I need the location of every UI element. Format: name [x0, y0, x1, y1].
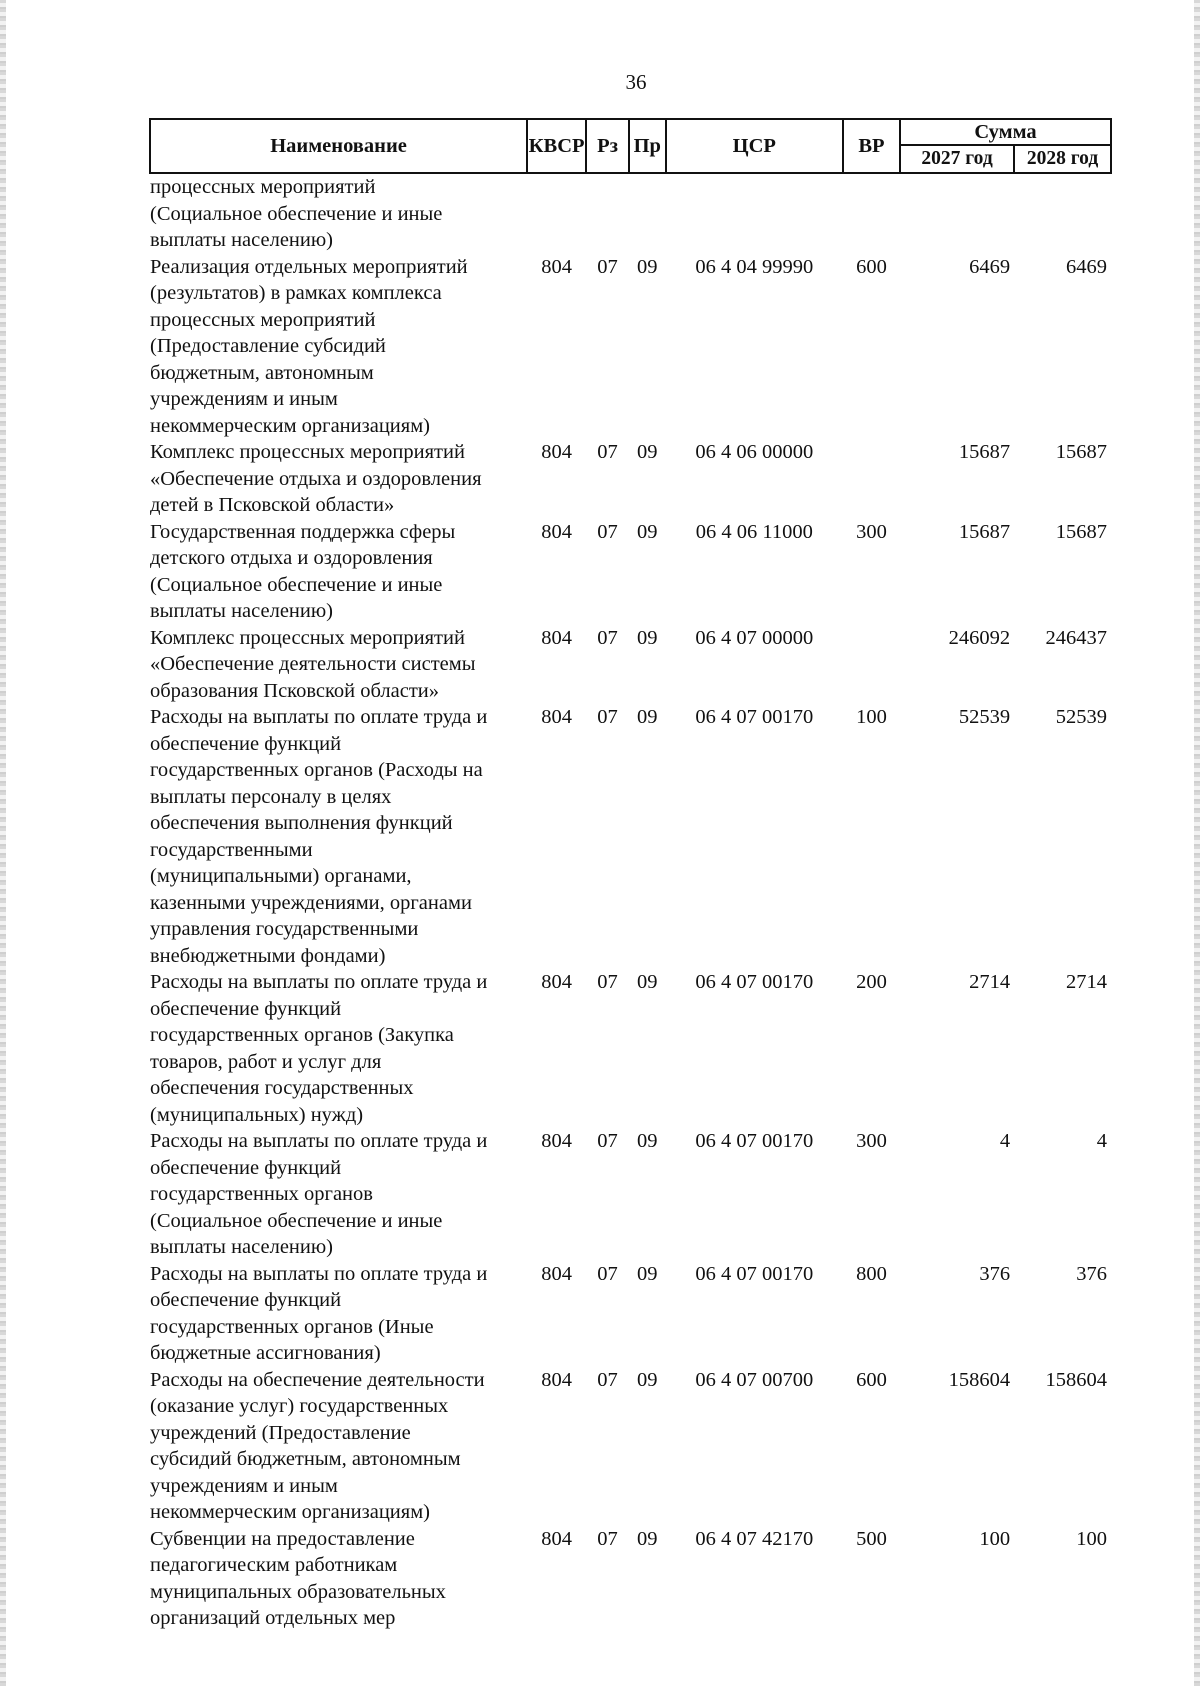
cell-rz: 07 [597, 626, 618, 649]
table-row [150, 173, 1111, 254]
cell-pr: 09 [637, 441, 658, 463]
cell-pr: 09 [637, 1368, 658, 1391]
cell-sum-2028: 376 [1076, 1262, 1107, 1285]
cell-pr: 09 [637, 520, 658, 543]
cell-rz: 07 [597, 1527, 618, 1550]
cell-csr: 06 4 07 00170 [695, 1262, 814, 1285]
cell-vr [843, 625, 900, 705]
cell-kvsr: 804 [541, 441, 572, 463]
cell-sum-2027: 100 [979, 1527, 1011, 1550]
cell-sum-2027: 15687 [958, 441, 1011, 463]
cell-name: Субвенции на предоставление педагогическим работникам муниципальных образовательных организаций отдельных мер [150, 1527, 446, 1629]
scan-edge-left [0, 0, 6, 1686]
cell-kvsr [527, 173, 586, 254]
table-header [150, 119, 1111, 173]
cell-pr: 09 [637, 1262, 658, 1285]
cell-sum-2027: 376 [979, 1262, 1011, 1285]
cell-rz: 07 [597, 520, 618, 543]
cell-sum-2027: 158604 [948, 1368, 1011, 1391]
cell-name: Комплекс процессных мероприятий «Обеспечение деятельности системы образования Псковской области» [150, 626, 476, 702]
cell-name: Расходы на выплаты по оплате труда и обеспечение функций государственных органов (Социальное обеспечение и иные выплаты населению) [150, 1130, 488, 1258]
table-body [150, 173, 1111, 1632]
table-row [150, 1526, 1111, 1632]
cell-csr: 06 4 06 00000 [695, 441, 814, 463]
header-kvsr: КВСР [527, 119, 586, 173]
cell-name: Реализация отдельных мероприятий (результатов) в рамках комплекса процессных мероприятий (Предоставление субсидий бюджетным, автономным учреждениям и иным некоммерческим организациям) [150, 255, 468, 437]
cell-rz: 07 [597, 1130, 618, 1152]
header-name: Наименование [150, 119, 527, 173]
cell-sum-2028: 15687 [1055, 520, 1107, 543]
cell-vr: 300 [856, 520, 887, 543]
cell-name: процессных мероприятий (Социальное обеспечение и иные выплаты населению) [150, 176, 443, 251]
header-csr: ЦСР [666, 119, 843, 173]
header-year-2028: 2028 год [1014, 145, 1111, 173]
cell-vr: 300 [856, 1130, 887, 1152]
cell-sum-2028 [1014, 173, 1111, 254]
cell-pr: 09 [637, 255, 658, 278]
cell-vr: 600 [856, 1368, 887, 1391]
cell-kvsr: 804 [541, 520, 572, 543]
cell-sum-2027: 2714 [969, 971, 1011, 993]
budget-table [149, 118, 1112, 1632]
cell-vr: 500 [856, 1527, 887, 1550]
cell-kvsr: 804 [541, 971, 572, 993]
cell-sum-2027: 246092 [948, 626, 1011, 649]
cell-sum-2028: 100 [1076, 1527, 1107, 1550]
cell-pr: 09 [637, 706, 658, 728]
header-vr: ВР [843, 119, 900, 173]
cell-sum-2027: 15687 [958, 520, 1011, 543]
page-number: 36 [625, 70, 647, 94]
cell-sum-2028: 246437 [1045, 626, 1107, 649]
cell-rz: 07 [597, 1262, 618, 1285]
cell-name: Расходы на обеспечение деятельности (оказание услуг) государственных учреждений (Предоставление субсидий бюджетным, автономным учреждениям и иным некоммерческим организациям) [150, 1368, 485, 1523]
cell-vr [843, 439, 900, 519]
cell-vr: 100 [856, 706, 887, 728]
cell-name: Комплекс процессных мероприятий «Обеспечение отдыха и оздоровления детей в Псковской области» [150, 441, 482, 516]
cell-name: Расходы на выплаты по оплате труда и обеспечение функций государственных органов (Расходы на выплаты персоналу в целях обеспечения выполнения функций государственными (муниципальными) органами, казенными учреждениями, органами управления государственными внебюджетными фондами) [150, 706, 488, 967]
cell-vr: 200 [856, 971, 887, 993]
table-row [150, 1128, 1111, 1261]
cell-pr: 09 [637, 1527, 658, 1550]
cell-pr: 09 [637, 971, 658, 993]
cell-sum-2027 [900, 173, 1014, 254]
cell-sum-2028: 158604 [1045, 1368, 1107, 1391]
cell-name: Государственная поддержка сферы детского отдыха и оздоровления (Социальное обеспечение и иные выплаты населению) [150, 520, 456, 622]
cell-kvsr: 804 [541, 1262, 572, 1285]
cell-rz: 07 [597, 706, 618, 728]
cell-sum-2027: 52539 [958, 706, 1011, 728]
cell-kvsr: 804 [541, 1368, 572, 1391]
table-row [150, 519, 1111, 625]
cell-csr: 06 4 07 00170 [695, 971, 814, 993]
cell-rz [586, 173, 629, 254]
cell-kvsr: 804 [541, 706, 572, 728]
table-row [150, 625, 1111, 705]
header-rz: Рз [586, 119, 629, 173]
cell-vr [843, 173, 900, 254]
cell-sum-2027: 6469 [969, 255, 1011, 278]
cell-sum-2028: 2714 [1066, 971, 1107, 993]
scan-edge-right [1194, 0, 1200, 1686]
header-pr: Пр [629, 119, 666, 173]
cell-rz: 07 [597, 441, 618, 463]
cell-vr: 600 [856, 255, 887, 278]
cell-pr [629, 173, 666, 254]
cell-csr: 06 4 07 00000 [695, 626, 814, 649]
cell-csr: 06 4 07 00170 [695, 1130, 814, 1152]
cell-rz: 07 [597, 971, 618, 993]
cell-kvsr: 804 [541, 255, 572, 278]
cell-kvsr: 804 [541, 1527, 572, 1550]
cell-rz: 07 [597, 1368, 618, 1391]
cell-sum-2028: 15687 [1055, 441, 1107, 463]
cell-kvsr: 804 [541, 626, 572, 649]
cell-kvsr: 804 [541, 1130, 572, 1152]
cell-pr: 09 [637, 626, 658, 649]
cell-name: Расходы на выплаты по оплате труда и обеспечение функций государственных органов (Закупка товаров, работ и услуг для обеспечения государственных (муниципальных) нужд) [150, 971, 488, 1126]
cell-vr: 800 [856, 1262, 887, 1285]
cell-csr [666, 173, 843, 254]
table-row [150, 1367, 1111, 1526]
cell-pr: 09 [637, 1130, 658, 1152]
cell-csr: 06 4 07 00700 [695, 1368, 814, 1391]
cell-name: Расходы на выплаты по оплате труда и обеспечение функций государственных органов (Иные бюджетные ассигнования) [150, 1262, 488, 1364]
table-row [150, 969, 1111, 1128]
table-row [150, 704, 1111, 969]
cell-sum-2028: 52539 [1055, 706, 1107, 728]
cell-csr: 06 4 06 11000 [695, 520, 813, 543]
cell-csr: 06 4 07 00170 [695, 706, 814, 728]
table-row [150, 439, 1111, 519]
cell-sum-2028: 4 [1096, 1130, 1107, 1152]
cell-sum-2027: 4 [999, 1130, 1011, 1152]
header-year-2027: 2027 год [900, 145, 1014, 173]
cell-sum-2028: 6469 [1066, 255, 1107, 278]
cell-csr: 06 4 07 42170 [695, 1527, 814, 1550]
table-row [150, 1261, 1111, 1367]
table-row [150, 254, 1111, 440]
header-sum: Сумма [900, 119, 1111, 145]
cell-rz: 07 [597, 255, 618, 278]
cell-csr: 06 4 04 99990 [695, 255, 814, 278]
